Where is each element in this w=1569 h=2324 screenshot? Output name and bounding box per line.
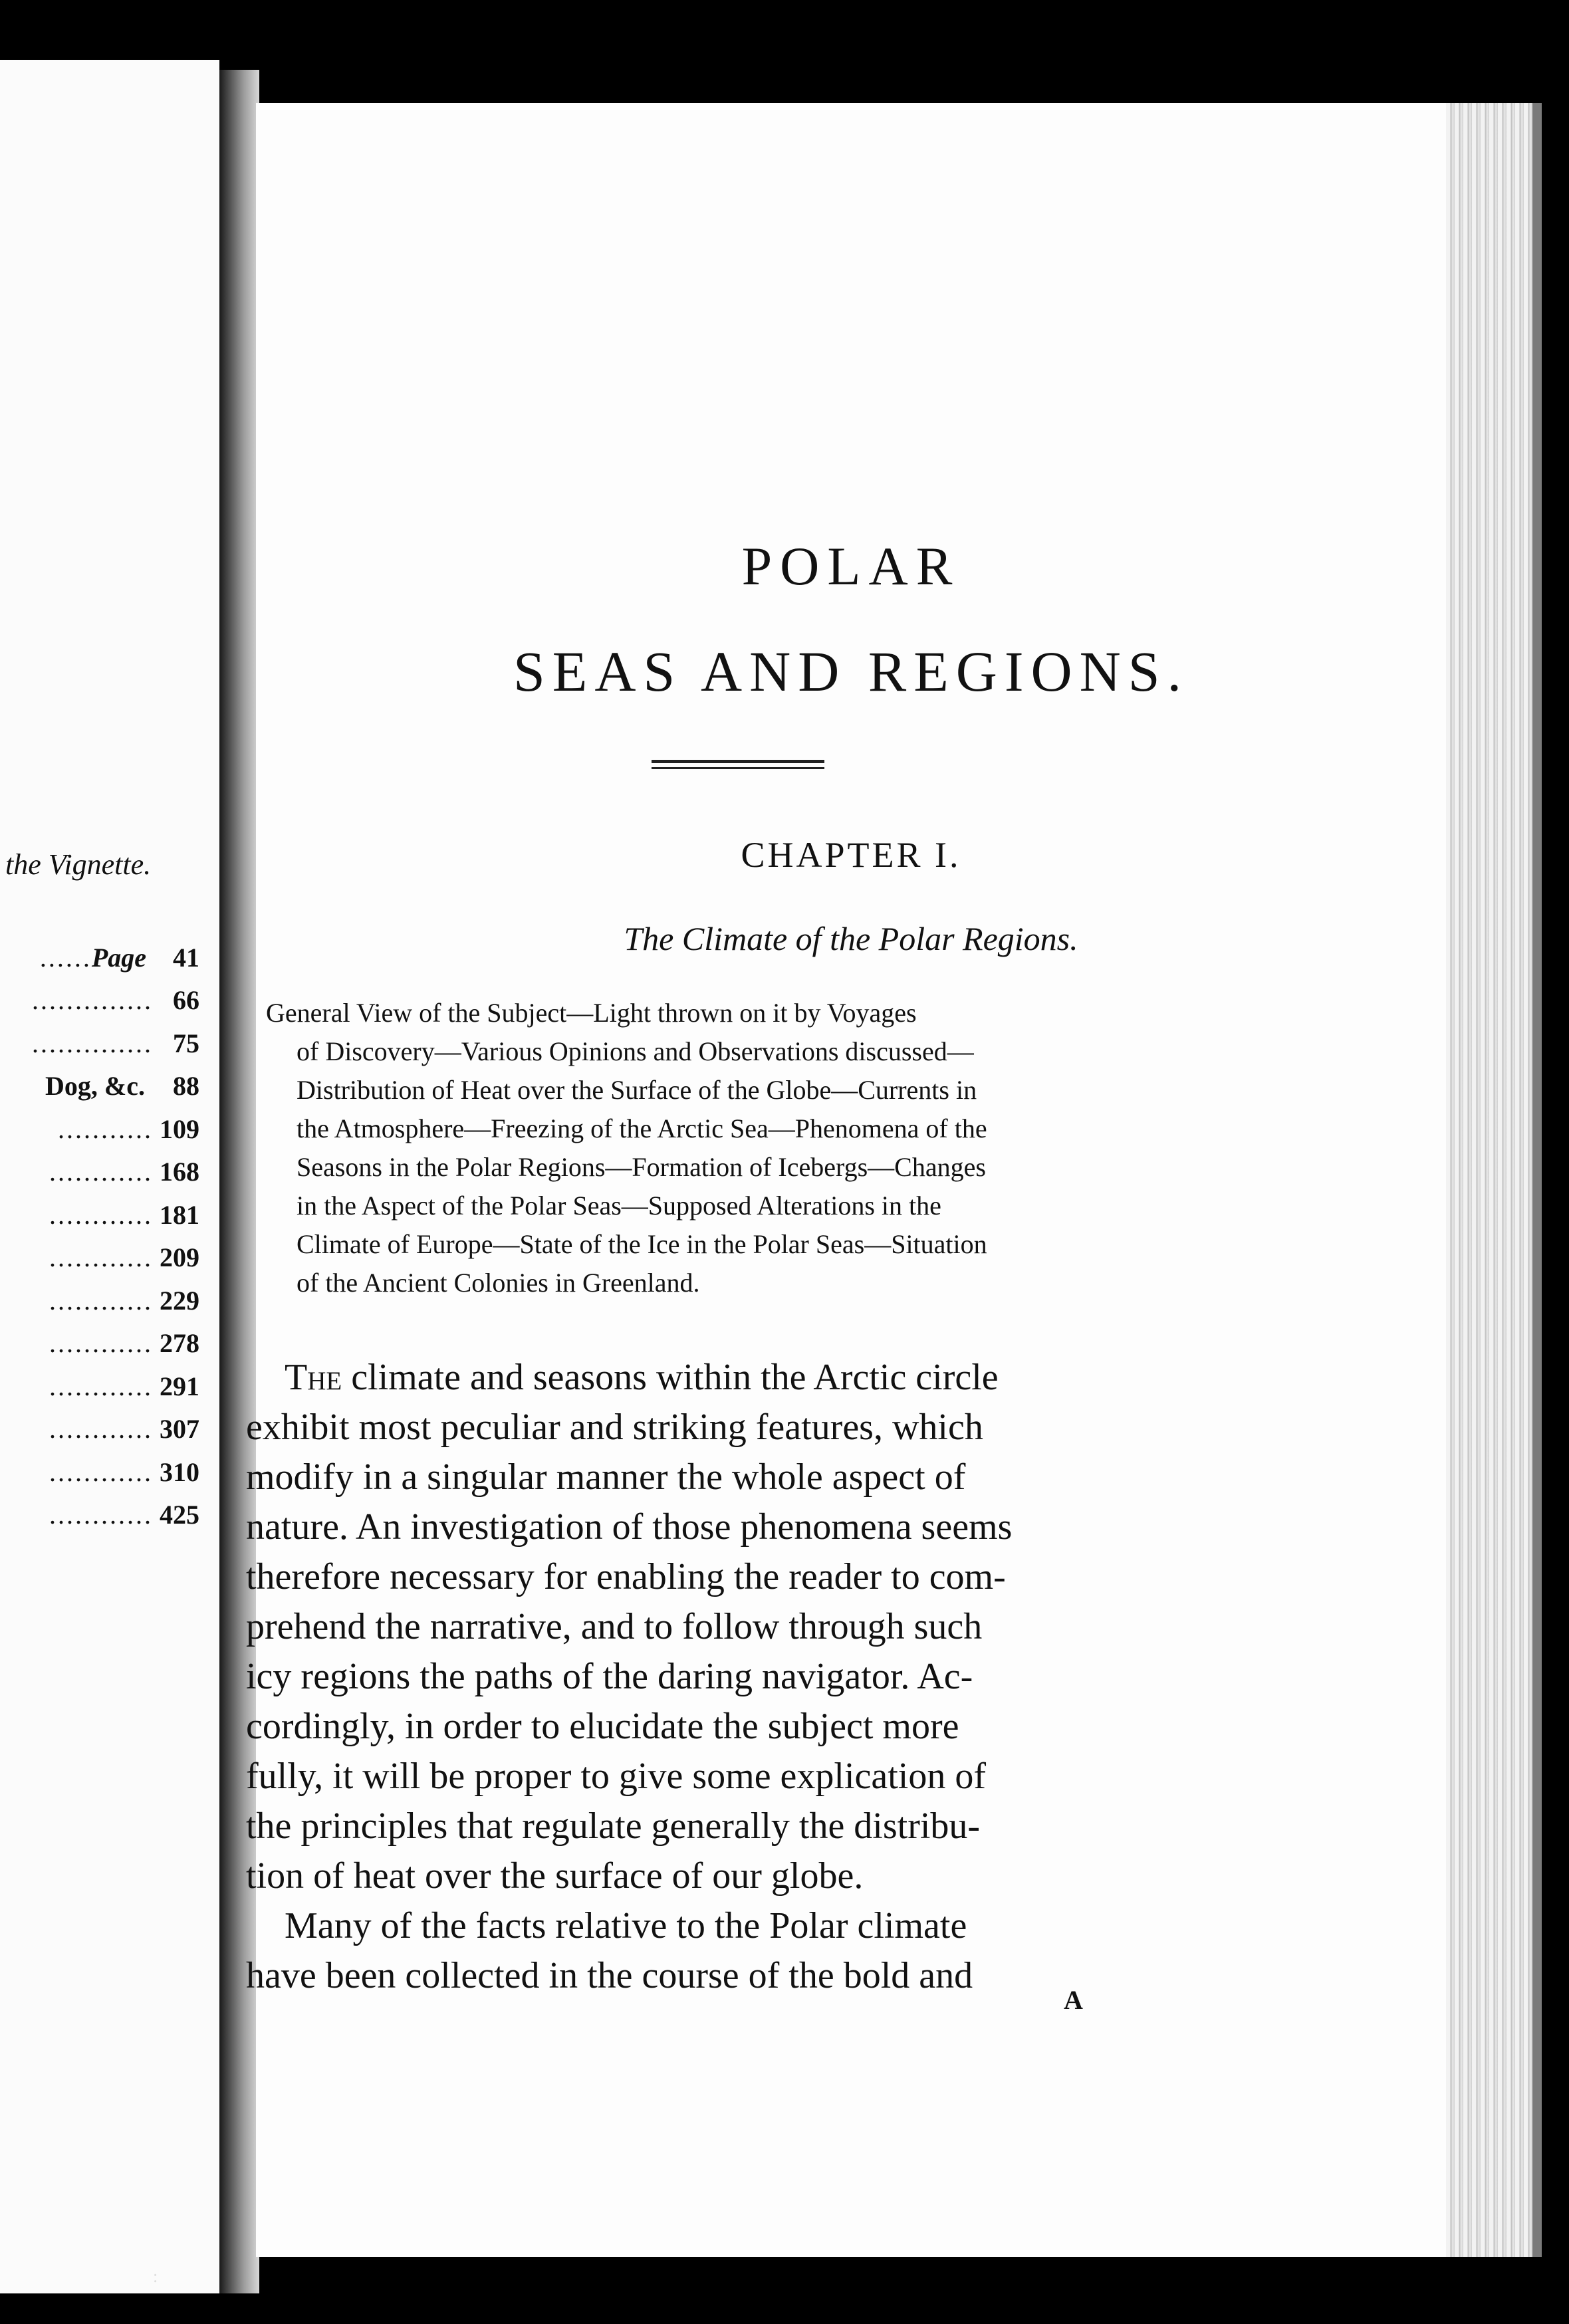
body-line-text: climate and seasons within the Arctic circle <box>351 1357 999 1398</box>
toc-page-number: 88 <box>173 1071 199 1102</box>
toc-entry <box>0 1494 199 1537</box>
toc-entry <box>0 1365 199 1408</box>
synopsis-line: Seasons in the Polar Regions—Formation of Icebergs—Changes <box>297 1152 986 1182</box>
toc-page-number: 209 <box>160 1242 199 1273</box>
toc-entry <box>0 1193 199 1236</box>
body-line: Many of the facts relative to the Polar climate <box>285 1905 967 1946</box>
toc-entry <box>0 936 199 979</box>
toc-entry <box>0 1322 199 1365</box>
book-title-line-2: SEAS AND REGIONS. <box>513 639 1189 703</box>
scan-mark: : <box>153 2267 158 2286</box>
toc-leader: ............ <box>49 1285 153 1316</box>
toc-page-number: 278 <box>160 1328 199 1359</box>
toc-page-number: 291 <box>160 1371 199 1401</box>
toc-leader: ...... <box>39 942 92 973</box>
synopsis-line: of Discovery—Various Opinions and Observations discussed— <box>297 1036 974 1066</box>
toc-heading: the Vignette. <box>5 848 152 881</box>
synopsis-line: General View of the Subject—Light thrown on it by Voyages <box>266 998 917 1028</box>
toc-entry <box>0 1107 199 1151</box>
toc-page-number: 229 <box>160 1285 199 1316</box>
toc-label: Dog, &c. <box>45 1071 145 1102</box>
toc-entry <box>0 1065 199 1108</box>
toc-page-number: 109 <box>160 1113 199 1144</box>
toc-entry <box>0 1022 199 1065</box>
body-line: therefore necessary for enabling the reader to com- <box>246 1556 1006 1597</box>
title-rule <box>652 760 824 769</box>
toc-entry <box>0 979 199 1022</box>
edge-shadow <box>1532 103 1542 2257</box>
chapter-heading: CHAPTER I. <box>741 835 961 875</box>
body-line: the principles that regulate generally the distribu- <box>246 1805 981 1847</box>
toc-leader: ............ <box>49 1456 153 1487</box>
toc-leader: ............ <box>49 1414 153 1445</box>
toc-leader: ........... <box>58 1113 153 1144</box>
synopsis-line: Distribution of Heat over the Surface of the Globe—Currents in <box>297 1075 977 1105</box>
toc-leader: .............. <box>32 985 153 1016</box>
body-line: exhibit most peculiar and striking features, which <box>246 1407 983 1448</box>
toc-entry <box>0 1279 199 1322</box>
toc-page-number: 181 <box>160 1199 199 1230</box>
toc-leader: ............ <box>49 1328 153 1359</box>
synopsis-line: Climate of Europe—State of the Ice in the Polar Seas—Situation <box>297 1229 987 1259</box>
toc-leader: .............. <box>32 1028 153 1058</box>
book-title-line-1: POLAR <box>741 536 961 596</box>
toc-page-number: 307 <box>160 1414 199 1445</box>
toc-leader: ............ <box>49 1157 153 1187</box>
signature-mark: A <box>1064 1985 1083 2015</box>
body-line: icy regions the paths of the daring navigator. Ac- <box>246 1656 973 1697</box>
body-line: nature. An investigation of those phenomena seems <box>246 1506 1013 1548</box>
body-first-word: The <box>285 1357 342 1398</box>
toc-page-number: 168 <box>160 1157 199 1187</box>
toc-page-number: 310 <box>160 1456 199 1487</box>
page-edges <box>1446 103 1532 2257</box>
toc-entry <box>0 1408 199 1451</box>
toc-leader: ............ <box>49 1371 153 1401</box>
body-line: cordingly, in order to elucidate the subject more <box>246 1706 959 1747</box>
chapter-title: The Climate of the Polar Regions. <box>624 920 1078 957</box>
left-page <box>0 60 219 2293</box>
toc-entry <box>0 1236 199 1280</box>
toc-leader: ............ <box>49 1242 153 1273</box>
body-text <box>246 1353 1197 2001</box>
toc-page-number: 425 <box>160 1500 199 1530</box>
toc-label: Page <box>91 942 146 973</box>
toc-page-number: 66 <box>173 985 199 1016</box>
body-line: have been collected in the course of the bold and <box>246 1955 973 1996</box>
body-line: modify in a singular manner the whole aspect of <box>246 1456 966 1498</box>
chapter-synopsis <box>266 994 1197 1302</box>
body-line: prehend the narrative, and to follow through such <box>246 1606 983 1647</box>
body-line: tion of heat over the surface of our globe. <box>246 1855 864 1897</box>
toc-page-number: 75 <box>173 1028 199 1058</box>
body-line <box>246 1353 1197 1403</box>
synopsis-line: of the Ancient Colonies in Greenland. <box>297 1268 700 1298</box>
toc-list <box>0 936 199 1536</box>
toc-entry <box>0 1151 199 1194</box>
toc-entry <box>0 1451 199 1494</box>
synopsis-line: in the Aspect of the Polar Seas—Supposed Alterations in the <box>297 1191 941 1220</box>
toc-leader: ............ <box>49 1500 153 1530</box>
synopsis-line: the Atmosphere—Freezing of the Arctic Sea—Phenomena of the <box>297 1113 987 1143</box>
toc-leader: ............ <box>49 1199 153 1230</box>
body-line: fully, it will be proper to give some explication of <box>246 1756 986 1797</box>
toc-page-number: 41 <box>173 942 199 973</box>
